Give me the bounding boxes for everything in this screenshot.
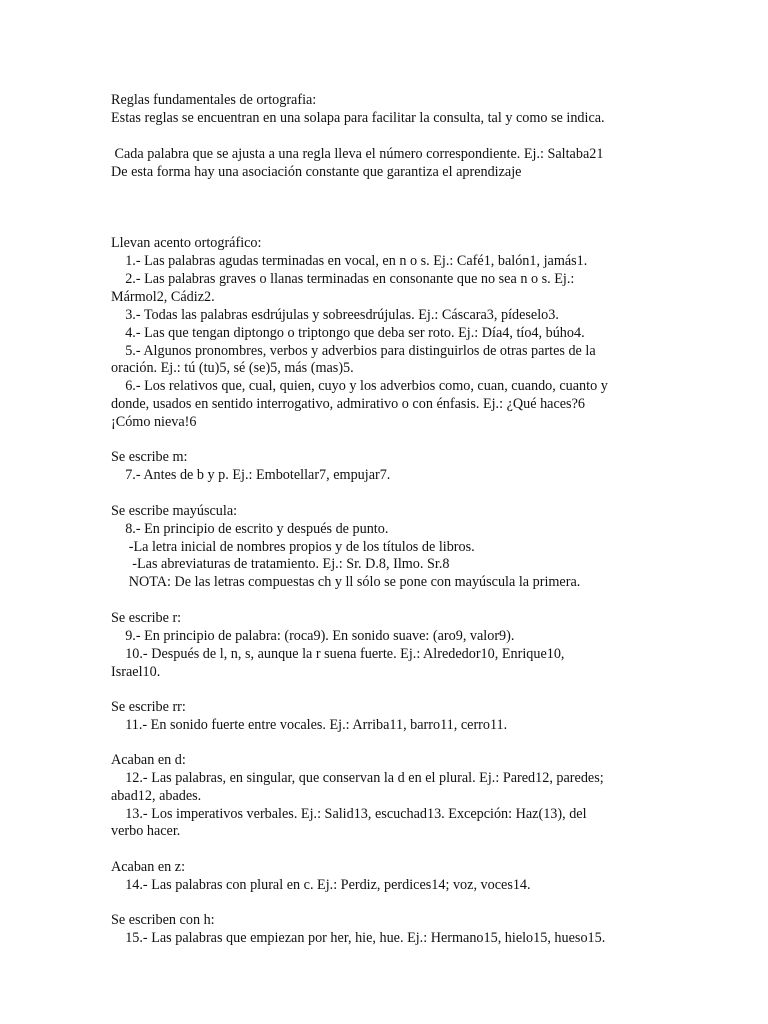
rule-line: 3.- Todas las palabras esdrújulas y sobreesdrújulas. Ej.: Cáscara3, pídeselo3. — [111, 307, 559, 323]
rule-line: 1.- Las palabras agudas terminadas en vocal, en n o s. Ej.: Café1, balón1, jamás1. — [111, 253, 588, 269]
rule-line: 4.- Las que tengan diptongo o triptongo que deba ser roto. Ej.: Día4, tío4, búho4. — [111, 325, 585, 341]
rule-line: -Las abreviaturas de tratamiento. Ej.: Sr. D.8, Ilmo. Sr.8 — [111, 556, 450, 572]
section-heading-rr: Se escribe rr: — [111, 699, 186, 715]
rule-line: 13.- Los imperativos verbales. Ej.: Salid13, escuchad13. Excepción: Haz(13), del — [111, 806, 587, 822]
intro-line: De esta forma hay una asociación constante que garantiza el aprendizaje — [111, 164, 522, 180]
section-heading-r: Se escribe r: — [111, 610, 182, 626]
intro-line: Estas reglas se encuentran en una solapa para facilitar la consulta, tal y como se indica. — [111, 110, 605, 126]
rule-note: NOTA: De las letras compuestas ch y ll sólo se pone con mayúscula la primera. — [111, 574, 581, 590]
rule-line: 14.- Las palabras con plural en c. Ej.: Perdiz, perdices14; voz, voces14. — [111, 877, 531, 893]
rule-line: 9.- En principio de palabra: (roca9). En sonido suave: (aro9, valor9). — [111, 628, 515, 644]
rule-line: 8.- En principio de escrito y después de punto. — [111, 521, 389, 537]
rule-line: 5.- Algunos pronombres, verbos y adverbios para distinguirlos de otras partes de la — [111, 343, 596, 359]
section-heading-m: Se escribe m: — [111, 449, 188, 465]
intro-line: Cada palabra que se ajusta a una regla lleva el número correspondiente. Ej.: Saltaba21 — [111, 146, 604, 162]
section-heading-acento: Llevan acento ortográfico: — [111, 235, 262, 251]
rule-line: oración. Ej.: tú (tu)5, sé (se)5, más (mas)5. — [111, 360, 354, 376]
rule-line: Israel10. — [111, 664, 161, 680]
section-heading-mayuscula: Se escribe mayúscula: — [111, 503, 238, 519]
rule-line: 12.- Las palabras, en singular, que conservan la d en el plural. Ej.: Pared12, paredes; — [111, 770, 604, 786]
rule-line: verbo hacer. — [111, 823, 181, 839]
section-heading-h: Se escriben con h: — [111, 912, 215, 928]
rule-line: 11.- En sonido fuerte entre vocales. Ej.: Arriba11, barro11, cerro11. — [111, 717, 508, 733]
rule-line: 7.- Antes de b y p. Ej.: Embotellar7, empujar7. — [111, 467, 391, 483]
doc-title: Reglas fundamentales de ortografia: — [111, 92, 317, 108]
rule-line: 15.- Las palabras que empiezan por her, hie, hue. Ej.: Hermano15, hielo15, hueso15. — [111, 930, 606, 946]
rule-line: 6.- Los relativos que, cual, quien, cuyo y los adverbios como, cuan, cuando, cuanto y — [111, 378, 608, 394]
rule-line: 10.- Después de l, n, s, aunque la r suena fuerte. Ej.: Alrededor10, Enrique10, — [111, 646, 565, 662]
rule-line: Mármol2, Cádiz2. — [111, 289, 215, 305]
rule-line: abad12, abades. — [111, 788, 202, 804]
rule-line: donde, usados en sentido interrogativo, admirativo o con énfasis. Ej.: ¿Qué haces?6 — [111, 396, 585, 412]
rule-line: -La letra inicial de nombres propios y de los títulos de libros. — [111, 539, 475, 555]
rule-line: 2.- Las palabras graves o llanas terminadas en consonante que no sea n o s. Ej.: — [111, 271, 575, 287]
section-heading-z: Acaban en z: — [111, 859, 186, 875]
section-heading-d: Acaban en d: — [111, 752, 186, 768]
rule-line: ¡Cómo nieva!6 — [111, 414, 197, 430]
